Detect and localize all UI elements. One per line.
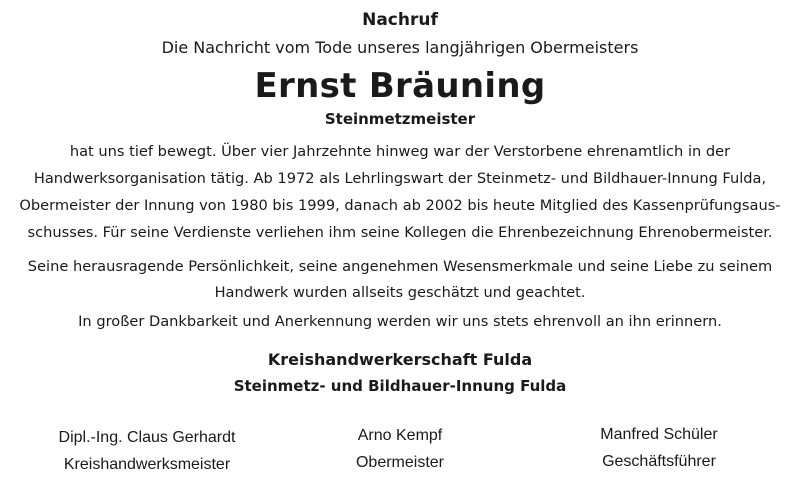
signatory-role: Kreishandwerksmeister — [63, 456, 231, 473]
guild-name: Steinmetz- und Bildhauer-Innung Fulda — [233, 377, 567, 395]
body-line: schusses. Für seine Verdienste verliehen ihm seine Kollegen die Ehrenbezeichnung Ehrenobermeister. — [27, 224, 773, 241]
organization-name: Kreishandwerkerschaft Fulda — [267, 350, 533, 369]
signatory-name: Arno Kempf — [357, 427, 443, 444]
body-line: hat uns tief bewegt. Über vier Jahrzehnte hinweg war der Verstorbene ehrenamtlich in der — [69, 143, 731, 160]
signatory-role: Obermeister — [355, 454, 445, 471]
signatory-block — [529, 426, 789, 471]
signatory-block — [17, 429, 277, 474]
body-line: In großer Dankbarkeit und Anerkennung werden wir uns stets ehrenvoll an ihn erinnern. — [78, 313, 722, 330]
body-line: Obermeister der Innung von 1980 bis 1999, danach ab 2002 bis heute Mitglied des Kassenprüfungsaus- — [19, 197, 781, 214]
notice-heading: Nachruf — [362, 10, 438, 30]
deceased-name: Ernst Bräuning — [254, 66, 546, 106]
signatory-role: Geschäftsführer — [602, 453, 716, 470]
body-line: Handwerksorganisation tätig. Ab 1972 als Lehrlingswart der Steinmetz- und Bildhauer-Innung Fulda, — [33, 170, 767, 187]
signatory-name: Manfred Schüler — [600, 426, 718, 443]
body-line: Seine herausragende Persönlichkeit, seine angenehmen Wesensmerkmale und seine Liebe zu seinem — [27, 258, 773, 275]
signatory-name: Dipl.-Ing. Claus Gerhardt — [58, 429, 236, 446]
deceased-profession: Steinmetzmeister — [324, 110, 476, 128]
intro-line: Die Nachricht vom Tode unseres langjährigen Obermeisters — [161, 38, 639, 57]
body-line: Handwerk wurden allseits geschätzt und geachtet. — [214, 284, 586, 301]
signatory-block — [270, 427, 530, 472]
